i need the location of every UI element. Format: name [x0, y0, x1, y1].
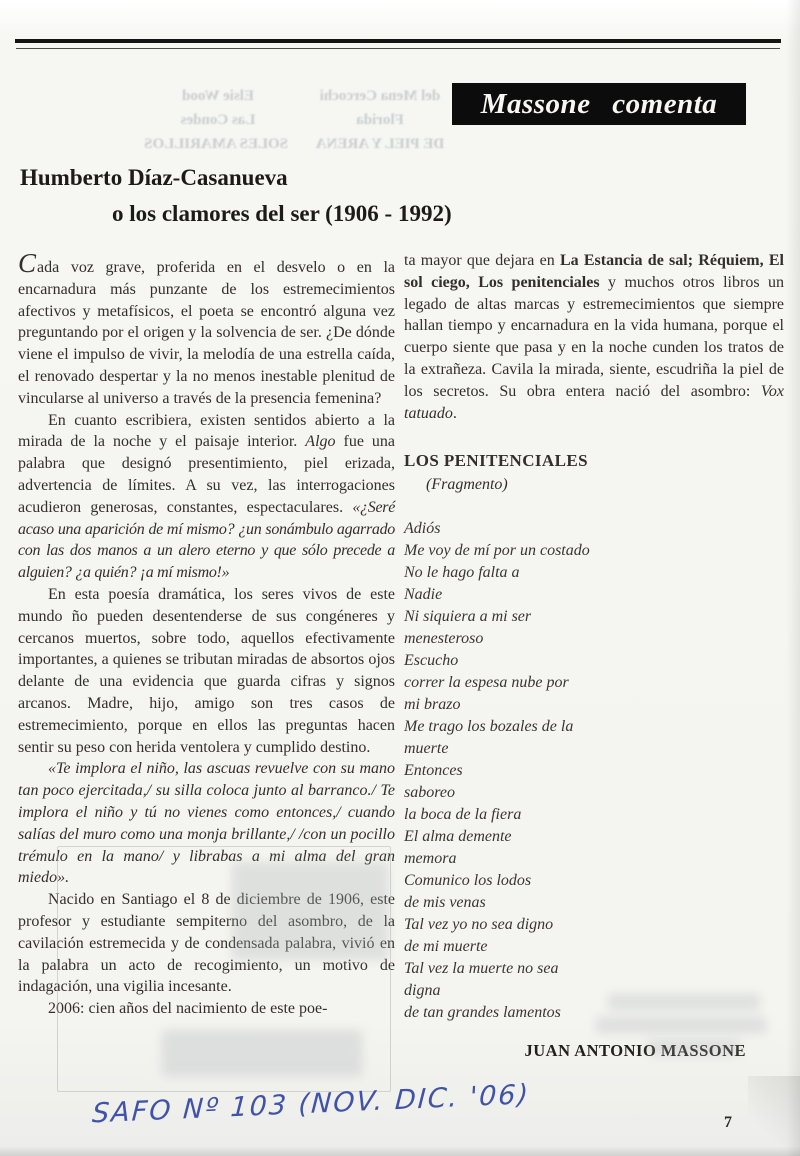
scan-top-light	[0, 0, 800, 32]
poem-line: muerte	[404, 739, 449, 757]
ghost-line: del Mena Cercochi	[319, 88, 441, 104]
poem-line: Me voy de mí por un costado	[404, 541, 590, 559]
author-byline: JUAN ANTONIO MASSONE	[524, 1040, 746, 1060]
poem-line: menesteroso	[404, 629, 484, 647]
poem-line: mi brazo	[404, 695, 461, 713]
poem-line: Escucho	[404, 651, 459, 669]
ghost-bleedthrough-left	[144, 84, 288, 156]
poem-line: de mis venas	[404, 893, 486, 911]
poem-line: de tan grandes lamentos	[404, 1003, 561, 1021]
header-rule-thin	[16, 48, 780, 49]
poem-heading: LOS PENITENCIALES	[404, 451, 588, 471]
poem	[404, 518, 784, 1024]
ghost-bleedthrough-right	[295, 84, 465, 156]
book-titles-bold: La Estancia de sal; Réquiem, El sol ciego, Los penitenciales	[404, 252, 784, 291]
paragraph-5: Nacido en Santiago el 8 de diciembre de 1906, este profesor y estudiante sempiterno del asombro, de la cavilación estremecida y de condensada palabra, vivió en la palabra un acto de recogimiento, un motivo de indagación, una vigilia incesante.	[18, 891, 395, 996]
article-title-line2: o los clamores del ser (1906 - 1992)	[112, 201, 452, 226]
vox-tatuado-italic: Vox tatuado	[404, 382, 784, 422]
paragraph-right-1	[404, 250, 784, 424]
ghost-line: Florida	[356, 112, 404, 128]
ghost-blob	[232, 862, 388, 960]
ghost-line: SOLES AMARILLOS	[144, 136, 288, 152]
poem-line: Comunico los lodos	[404, 871, 532, 889]
paragraph-2-text-a: En cuanto escribiera, existen sentidos abierto a la mirada de la noche y el paisaje interior.	[18, 411, 395, 451]
paragraph-3: En esta poesía dramática, los seres vivos de este mundo ño pueden desentenderse de sus congéneres y cercanos muertos, sobre todo, aquellos efectivamente importantes, a quienes se tributan miradas de absortos ojos delante de una evidencia que guarda cifras y signos arcanos. Madre, hijo, amigo son tres casos de estremecimiento, porque en ellos las preguntas hacen sentir su peso con herida ventolera y cumplido destino.	[18, 585, 395, 756]
poem-line: Ni siquiera a mi ser	[404, 607, 532, 625]
paragraph-2-text-b: fue una palabra que designó presentimiento, piel erizada, advertencia de límites. A su vez, las interrogaciones acudieron generosas, constantes, espectaculares.	[18, 433, 396, 516]
poem-line: memora	[404, 849, 457, 867]
paragraph-2-italic-word: Algo	[305, 433, 336, 451]
ghost-blob	[162, 1030, 362, 1076]
poem-line: correr la espesa nube por	[404, 673, 569, 691]
poem-line: saboreo	[404, 783, 455, 801]
paragraph-2-inline-quote: «¿Seré acaso una aparición de mí mismo? ¿un sonámbulo agarrado con las dos manos a un alero eterno y que sólo precede a alguien? ¿a quién? ¡a mí mismo!»	[18, 498, 395, 582]
drop-cap: C	[18, 248, 38, 278]
article-title	[20, 160, 660, 232]
scan-edge-bottom	[0, 1146, 800, 1156]
ghost-line: Elsie Wood	[182, 88, 254, 104]
poem-line: digna	[404, 981, 441, 999]
poem-line: la boca de la fiera	[404, 805, 522, 823]
page-number: 7	[724, 1114, 732, 1131]
paragraph-right-1-text-b: y muchos otros libros un legado de altas marcas y estremecimientos que siempre hallan tiempo y encarnadura en la vida humana, porque el cuerpo siente que pasa y en la noche cunden los tratos de la extrañeza. Cavila la mirada, siente, escudriña la piel de los secretos. Su obra entera nació del asombro:	[404, 273, 784, 400]
poem-line: El alma demente	[404, 827, 512, 845]
ghost-blob	[648, 1040, 740, 1055]
poem-line: Adiós	[404, 519, 441, 537]
poem-line: Tal vez la muerte no sea	[404, 959, 559, 977]
ghost-line: Las Condes	[180, 112, 256, 128]
paragraph-1-text: ada voz grave, proferida en el desvelo o en la encarnadura más punzante de los estremecimientos afectivos y metafísicos, el poeta se encontró alguna vez preguntando por el origen y la solvencia de ser. ¿De dónde viene el impulso de vivir, la melodía de una estrella caída, el renovado despertar y la no menos inestable plenitud de vincularse al universo a través de la presencia femenina?	[18, 259, 395, 407]
ghost-blob	[608, 994, 760, 1010]
handwritten-note: SAFO Nº 103 (NOV. DIC. '06)	[91, 1079, 531, 1130]
ghost-line: DE PIEL Y ARENA	[315, 136, 445, 152]
poem-line: No le hago falta a	[404, 563, 520, 581]
header-rule-thick	[15, 39, 781, 43]
article-title-line1: Humberto Díaz-Casanueva	[20, 165, 288, 190]
poem-line: Me trago los bozales de la	[404, 717, 574, 735]
scan-edge-right	[786, 0, 800, 1156]
block-quote: «Te implora el niño, las ascuas revuelve con su mano tan poco ejercitada,/ su silla coloca junto al barranco./ Te implora el niño y tú no vienes como entonces,/ cuando salías del muro como una monja brillante,/ /con un pocillo trémulo en la mano/ y librabas a mi alma del gran miedo».	[18, 760, 395, 887]
paragraph-6: 2006: cien años del nacimiento de este poe-	[48, 1000, 328, 1018]
poem-line: Tal vez yo no sea digno	[404, 915, 554, 933]
paragraph-right-1-end: .	[452, 404, 457, 422]
ghost-blob	[596, 1017, 766, 1033]
paragraph-right-1-text-a: ta mayor que dejara en	[404, 252, 560, 269]
section-banner: Massone comenta	[452, 83, 746, 125]
poem-subheading: (Fragmento)	[426, 476, 508, 494]
poem-line: de mi muerte	[404, 937, 488, 955]
paragraph-2	[18, 410, 395, 584]
column-right	[404, 250, 784, 1062]
scan-corner-shade	[748, 1076, 800, 1156]
poem-line: Entonces	[404, 761, 463, 779]
paragraph-1	[18, 250, 395, 410]
poem-line: Nadie	[404, 585, 443, 603]
